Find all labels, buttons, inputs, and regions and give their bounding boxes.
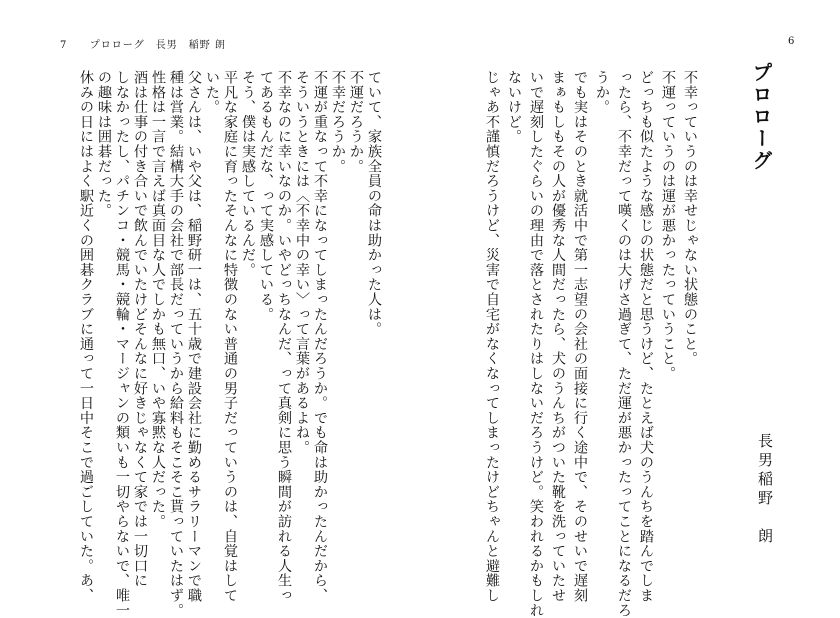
right-body-line-2: 不運っていうのは運が悪かったっていうこと。 (660, 70, 676, 381)
chapter-title: プロローグ (749, 62, 773, 172)
right-body-line-6: でも実はそのとき就活中で第一志望の会社の面接に行く途中で、そのせいで遅刻 (572, 70, 588, 603)
right-body-line-10: じゃあ不謹慎だろうけど、災害で自宅がなくなってしまったけどちゃんと避難し (484, 70, 500, 603)
author-name: 稲野 朗 (756, 471, 774, 547)
right-page-number: 6 (788, 36, 795, 47)
left-body-line-15: しなかったし、パチンコ・競馬・競輪・マージャンの類いも一切やらないで、唯一 (114, 70, 130, 618)
left-body-line-5: そういうときには〈不幸中の幸い〉って言葉があるよね。 (294, 70, 310, 455)
right-body-line-1: 不幸っていうのは幸せじゃない状態のこと。 (682, 70, 698, 366)
left-body-line-9: 平凡な家庭に育ったそんなに特徴のない普通の男子だっていうのは、自覚はして (222, 70, 238, 603)
left-body-line-10: いた。 (204, 70, 220, 115)
left-body-line-14: 酒は仕事の付き合いで飲んでいたけどそんなに好きじゃなくて家では一切口に (132, 70, 148, 588)
left-body-line-7: てあるもんだな、って実感している。 (258, 70, 274, 322)
author-role: 長男 (756, 433, 774, 471)
chapter-byline (752, 433, 776, 583)
right-body-line-5: うか。 (594, 70, 610, 115)
left-body-line-13: 性格は一言で言えば真面目な人でしかも無口、いや寡黙な人だった。 (150, 70, 166, 529)
left-body-line-6: 不幸なのに幸いなのか。いやどっちなんだ、って真剣に思う瞬間が訪れる人生っ (276, 70, 292, 603)
left-body-line-2: 不運だろうか。 (348, 70, 364, 174)
left-body-line-11: 父さんは、いや父は、稲野研一は、五十歳で建設会社に勤めるサラリーマンで職 (186, 70, 202, 603)
right-body-line-9: ないけど。 (506, 70, 522, 144)
right-body-line-3: どっちも似たような感じの状態だと思うけど、たとえば犬のうんちを踏んでしま (638, 70, 654, 603)
left-running-head (60, 36, 226, 51)
right-body-line-4: ったら、不幸だって嘆くのは大げさ過ぎて、ただ運が悪かったってことになるだろ (616, 70, 632, 618)
left-body-line-1: ていて、家族全員の命は助かった人は。 (366, 70, 382, 337)
left-body-line-12: 種は営業。結構大手の会社で部長だっていうから給料もそこそこ貰っていたはず。 (168, 70, 184, 618)
running-head-text: プロローグ 長男 稲野 朗 (89, 40, 226, 51)
left-page-number: 7 (60, 40, 68, 51)
left-body-line-3: 不幸だろうか。 (330, 70, 346, 174)
left-body-line-4: 不運が重なって不幸になってしまったんだろうか。でも命は助かったんだから、 (312, 70, 328, 603)
right-body-line-8: いで遅刻したぐらいの理由で落とされたりはしないだろうけど。笑われるかもしれ (528, 70, 544, 618)
left-body-line-16: の趣味は囲碁だった。 (96, 70, 112, 218)
right-body-line-7: まぁもしもその人が優秀な人間だったら、犬のうんちがついた靴を洗っていたせ (550, 70, 566, 603)
left-body-line-17: 休みの日にはよく駅近くの囲碁クラブに通って一日中そこで過ごしていた。あ、 (78, 70, 94, 603)
left-body-line-8: そう、僕は実感しているんだ。 (240, 70, 256, 278)
